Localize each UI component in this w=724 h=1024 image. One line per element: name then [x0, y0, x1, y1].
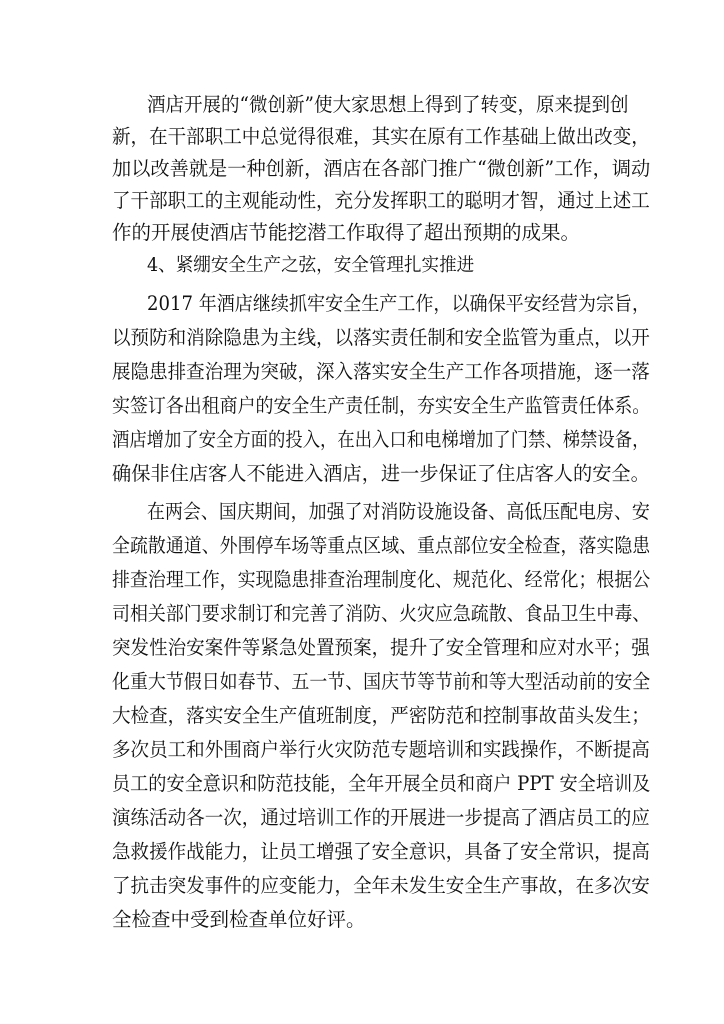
paragraph-line: 了干部职工的主观能动性，充分发挥职工的聪明才智，通过上述工 — [112, 189, 650, 212]
paragraph-line: 确保非住店客人不能进入酒店，进一步保证了住店客人的安全。 — [112, 462, 650, 485]
paragraph-line: 酒店增加了安全方面的投入，在出入口和电梯增加了门禁、梯禁设备， — [112, 428, 650, 451]
paragraph-line: 大检查，落实安全生产值班制度，严密防范和控制事故苗头发生； — [112, 704, 650, 727]
paragraph-line: 全检查中受到检查单位好评。 — [112, 908, 366, 931]
paragraph-line: 员工的安全意识和防范技能，全年开展全员和商户 PPT 安全培训及 — [112, 772, 651, 795]
paragraph-line: 演练活动各一次，通过培训工作的开展进一步提高了酒店员工的应 — [112, 806, 650, 829]
paragraph-line: 实签订各出租商户的安全生产责任制，夯实安全生产监管责任体系。 — [112, 394, 651, 417]
paragraph-line: 展隐患排查治理为突破，深入落实安全生产工作各项措施，逐一落 — [112, 360, 650, 383]
paragraph-line: 在两会、国庆期间，加强了对消防设施设备、高低压配电房、安 — [147, 500, 650, 523]
paragraph-line: 多次员工和外围商户举行火灾防范专题培训和实践操作，不断提高 — [112, 738, 650, 761]
paragraph-line: 作的开展使酒店节能挖潜工作取得了超出预期的成果。 — [112, 221, 581, 244]
paragraph-line: 以预防和消除隐患为主线，以落实责任制和安全监管为重点，以开 — [112, 326, 650, 349]
paragraph-line: 新，在干部职工中总觉得很难，其实在原有工作基础上做出改变， — [112, 125, 650, 148]
paragraph-line: 司相关部门要求制订和完善了消防、火灾应急疏散、食品卫生中毒、 — [112, 602, 651, 625]
paragraph-line: 加以改善就是一种创新，酒店在各部门推广“微创新”工作，调动 — [112, 157, 651, 180]
paragraph-line: 了抗击突发事件的应变能力，全年未发生安全生产事故，在多次安 — [112, 874, 650, 897]
paragraph-line: 酒店开展的“微创新”使大家思想上得到了转变，原来提到创 — [147, 93, 629, 116]
paragraph-line: 急救援作战能力，让员工增强了安全意识，具备了安全常识，提高 — [112, 840, 650, 863]
paragraph-line: 2017 年酒店继续抓牢安全生产工作，以确保平安经营为宗旨， — [147, 292, 651, 315]
section-heading: 4、紧绷安全生产之弦，安全管理扎实推进 — [147, 255, 475, 276]
paragraph-line: 全疏散通道、外围停车场等重点区域、重点部位安全检查，落实隐患 — [112, 534, 651, 557]
paragraph-line: 突发性治安案件等紧急处置预案，提升了安全管理和应对水平；强 — [112, 636, 650, 659]
paragraph-line: 化重大节假日如春节、五一节、国庆节等节前和等大型活动前的安全 — [112, 670, 651, 693]
paragraph-line: 排查治理工作，实现隐患排查治理制度化、规范化、经常化；根据公 — [112, 568, 651, 591]
